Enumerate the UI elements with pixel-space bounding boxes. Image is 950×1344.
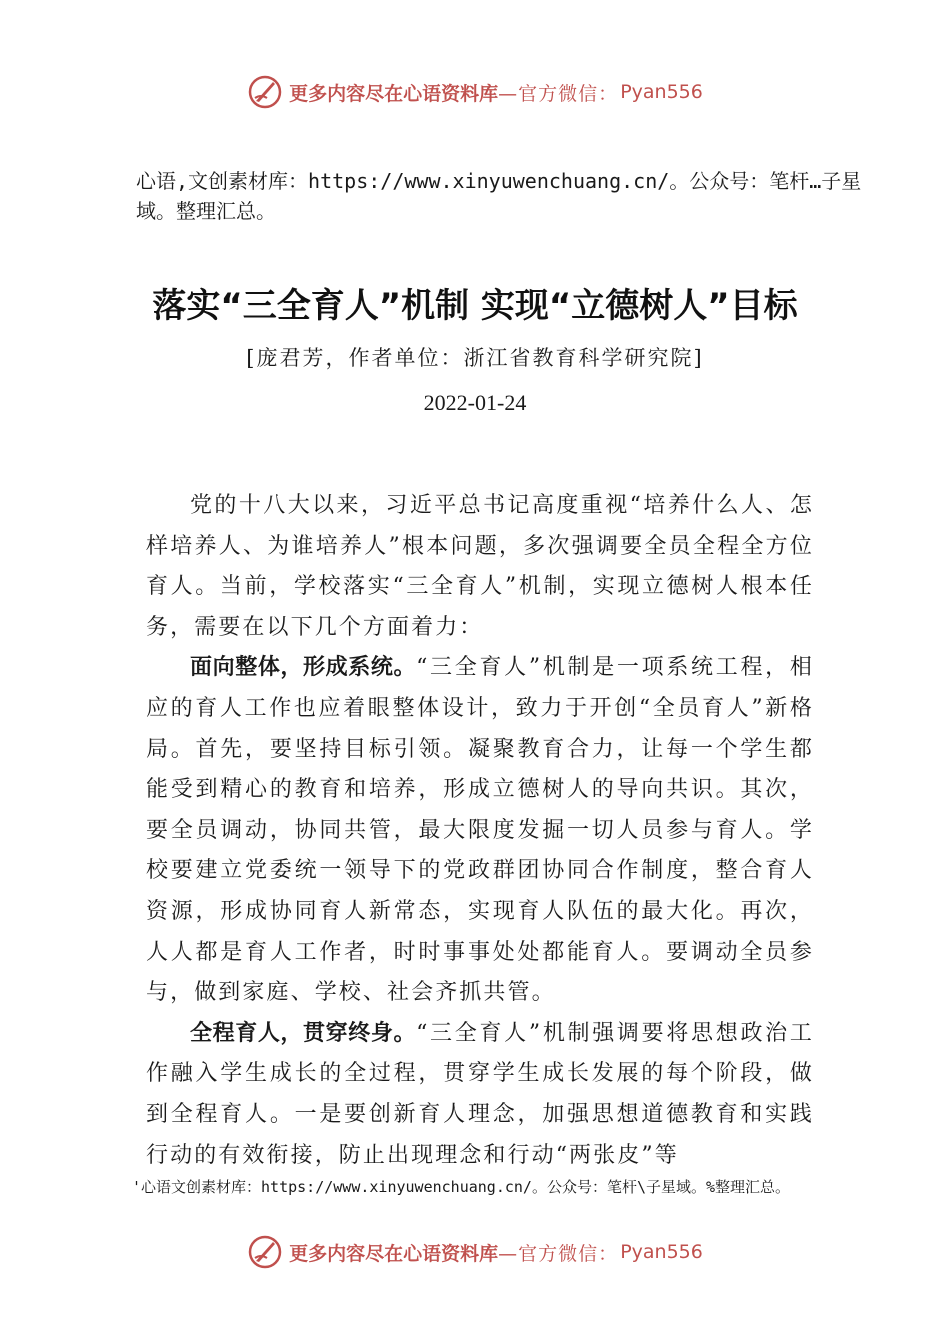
bottom-banner — [0, 1232, 950, 1272]
paragraph-text: “三全育人”机制强调要将思想政治工作融入学生成长的全过程，贯穿学生成长发展的每个阶段，做到全程育人。一是要创新育人理念，加强思想道德教育和实践行动的有效衔接，防止出现理念和行动“两张皮”等 — [146, 1020, 814, 1168]
paragraph-text: 党的十八大以来，习近平总书记高度重视“培养什么人、怎样培养人、为谁培养人”根本问题，多次强调要全员全程全方位育人。当前，学校落实“三全育人”机制，实现立德树人根本任务，需要在以下几个方面着力： — [146, 493, 814, 640]
paragraph — [146, 1014, 814, 1176]
paragraph-lead: 全程育人，贯穿终身。 — [190, 1020, 417, 1046]
banner-account: Pyan556 — [620, 81, 703, 103]
paragraph-lead: 面向整体，形成系统。 — [190, 655, 417, 681]
banner-text: 更多内容尽在心语资料库 — [289, 1242, 499, 1265]
quill-seal-icon — [247, 74, 283, 110]
paragraph — [146, 648, 814, 1013]
banner-text: 更多内容尽在心语资料库 — [289, 82, 499, 105]
article-body — [146, 486, 814, 1176]
header-note: 心语,文创素材库：https://www.xinyuwenchuang.cn/。公众号：笔杆…子星域。整理汇总。 — [136, 169, 862, 223]
banner-separator: —官方微信： — [498, 1242, 619, 1265]
top-banner — [0, 72, 950, 112]
paragraph — [146, 486, 814, 648]
quill-seal-icon — [247, 1234, 283, 1270]
article-title: 落实“三全育人”机制 实现“立德树人”目标 — [152, 286, 798, 326]
banner-separator: —官方微信： — [498, 82, 619, 105]
banner-account: Pyan556 — [620, 1241, 703, 1263]
article-date: 2022-01-24 — [423, 390, 527, 415]
article-author: [庞君芳，作者单位：浙江省教育科学研究院] — [246, 346, 704, 370]
paragraph-text: “三全育人”机制是一项系统工程，相应的育人工作也应着眼整体设计，致力于开创“全员育人”新格局。首先，要坚持目标引领。凝聚教育合力，让每一个学生都能受到精心的教育和培养，形成立德树人的导向共识。其次，要全员调动，协同共管，最大限度发掘一切人员参与育人。学校要建立党委统一领导下的党政群团协同合作制度，整合育人资源，形成协同育人新常态，实现育人队伍的最大化。再次，人人都是育人工作者，时时事事处处都能育人。要调动全员参与，做到家庭、学校、社会齐抓共管。 — [146, 655, 814, 1006]
footer-note: '心语文创素材库：https://www.xinyuwenchuang.cn/。公众号：笔杆\子星域。%整理汇总。 — [132, 1178, 791, 1196]
